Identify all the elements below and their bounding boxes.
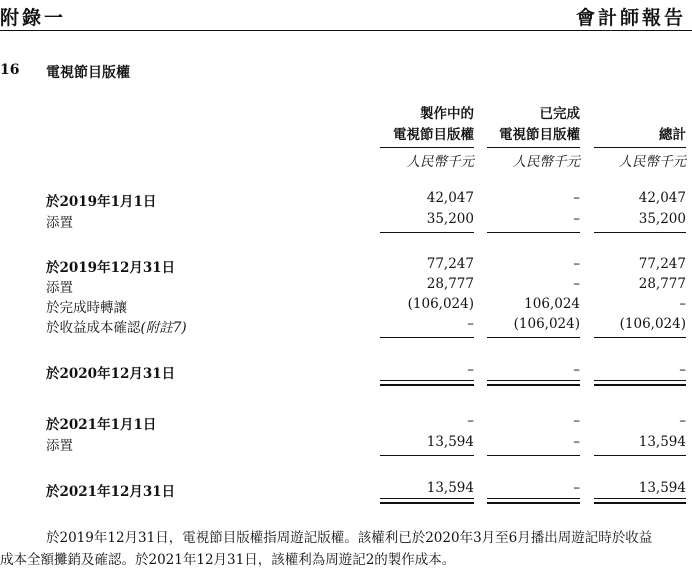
cell: (106,024) [513,316,580,332]
subtotal-rule [594,455,686,456]
subtotal-rule [594,337,686,338]
cell: 77,247 [426,256,474,272]
total-double-rule [487,498,580,504]
subtotal-rule [380,337,474,338]
cell: 13,594 [638,480,686,496]
col3-header-rule [594,147,686,148]
cell: – [679,296,686,312]
subtotal-rule [487,337,580,338]
footnote-line-1: 於2019年12月31日，電視節目版權指周遊記版權。該權利已於2020年3月至6月播出周遊記時於收益 [46,530,653,546]
report-title: 會計師報告 [575,7,686,29]
cell: 28,777 [638,276,686,292]
col2-unit: 人民幣千元 [512,154,580,170]
row-label-additions: 添置 [46,438,73,454]
row-label-2019-dec-31: 於2019年12月31日 [46,260,176,276]
cell: 13,594 [638,434,686,450]
row-label-2021-jan-1: 於2021年1月1日 [46,417,157,433]
cell: (106,024) [407,296,474,312]
cell: – [467,413,474,429]
subtotal-rule [380,455,474,456]
header-rule [0,30,692,31]
cell: – [679,362,686,378]
cell: – [573,211,580,227]
cell: – [573,276,580,292]
row-label-recognised-text: 於收益成本確認 [46,320,141,336]
row-label-2021-dec-31: 於2021年12月31日 [46,484,176,500]
col3-header-line1 [582,104,686,125]
footnote-line-2: 成本全額攤銷及確認。於2021年12月31日，該權利為周遊記2的製作成本。 [0,552,456,568]
subtotal-rule [487,232,580,233]
col2-header [476,104,580,146]
section-number: 16 [0,62,20,78]
note-reference: (附註7) [140,320,187,336]
appendix-title: 附錄一 [0,7,67,29]
cell: – [467,362,474,378]
cell: – [573,413,580,429]
cell: 28,777 [426,276,474,292]
cell: – [467,316,474,332]
cell: 42,047 [426,190,474,206]
cell: 35,200 [638,211,686,227]
subtotal-rule [380,232,474,233]
total-double-rule [487,380,580,386]
col2-header-rule [487,147,580,148]
row-label-additions: 添置 [46,215,73,231]
total-double-rule [594,498,686,504]
subtotal-rule [487,455,580,456]
col3-unit: 人民幣千元 [618,154,686,170]
col2-header-line2: 電視節目版權 [499,127,580,143]
cell: 13,594 [426,434,474,450]
col3-header-line2: 總計 [659,127,686,143]
cell: 35,200 [426,211,474,227]
cell: 13,594 [426,480,474,496]
row-label-recognised [46,316,187,336]
col1-header-rule [380,147,474,148]
col3-header [582,104,686,146]
cell: – [679,413,686,429]
col1-unit: 人民幣千元 [406,154,474,170]
cell: – [573,362,580,378]
row-label-2019-jan-1: 於2019年1月1日 [46,194,157,210]
cell: – [573,480,580,496]
row-label-2020-dec-31: 於2020年12月31日 [46,366,176,382]
total-double-rule [380,380,474,386]
cell: 42,047 [638,190,686,206]
cell: (106,024) [619,316,686,332]
section-title: 電視節目版權 [46,65,130,81]
col1-header-line1: 製作中的 [420,106,474,122]
col1-header [370,104,474,146]
cell: 77,247 [638,256,686,272]
total-double-rule [594,380,686,386]
subtotal-rule [594,232,686,233]
total-double-rule [380,498,474,504]
row-label-transfer: 於完成時轉讓 [46,300,127,316]
row-label-additions: 添置 [46,280,73,296]
cell: – [573,434,580,450]
col1-header-line2: 電視節目版權 [393,127,474,143]
cell: – [573,256,580,272]
cell: 106,024 [524,296,580,312]
cell: – [573,190,580,206]
col2-header-line1: 已完成 [539,106,580,122]
